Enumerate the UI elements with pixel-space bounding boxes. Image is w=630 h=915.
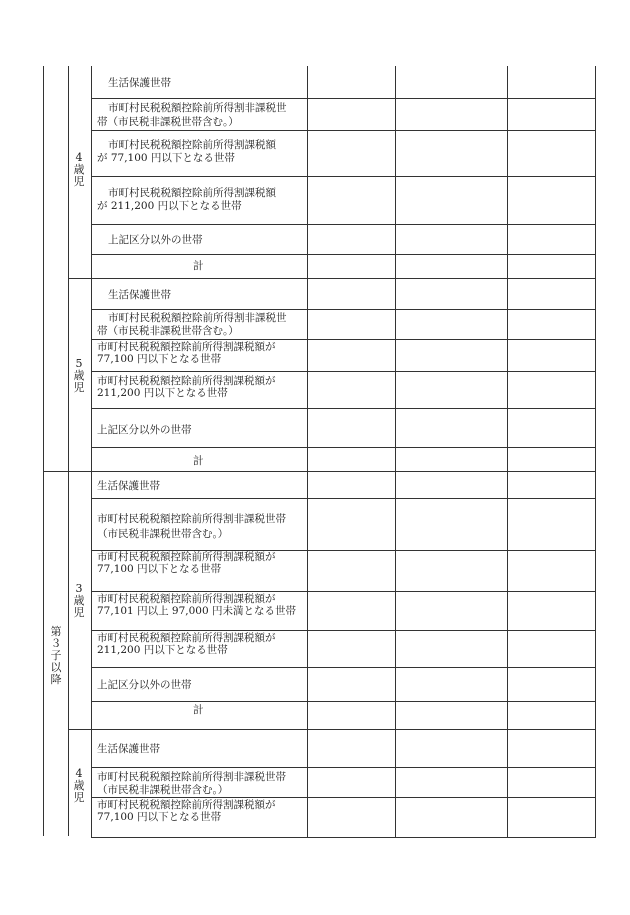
row-label: 生活保護世帯 (108, 77, 171, 89)
row-sep (91, 224, 596, 225)
age-label-group-2: 5歳児 (73, 357, 85, 394)
row-label: 市町村民税税額控除前所得割課税額が (97, 632, 276, 644)
total-label: 計 (193, 704, 204, 716)
total-label: 計 (193, 455, 204, 467)
row-label: 市町村民税税額控除前所得割課税額 (108, 187, 276, 199)
row-label: 77,100 円以下となる世帯 (97, 563, 222, 575)
row-label: 市町村民税税額控除前所得割課税額が (97, 593, 276, 605)
row-sep (91, 447, 596, 448)
row-sep (91, 630, 596, 631)
category-column-border (68, 66, 69, 836)
row-label: 市町村民税税額控除前所得割非課税世帯 (97, 513, 286, 525)
row-label: 市町村民税税額控除前所得割課税額が (97, 799, 276, 811)
age-column-border (91, 66, 92, 838)
age-label-group-1: 4歳児 (73, 151, 85, 188)
row-sep (91, 339, 596, 340)
value-column-1-border (307, 66, 308, 838)
row-label: 市町村民税税額控除前所得割課税額 (108, 139, 276, 151)
row-label: が 77,100 円以下となる世帯 (97, 152, 235, 164)
row-label: 市町村民税税額控除前所得割課税額が (97, 341, 276, 353)
row-sep (91, 371, 596, 372)
row-sep (91, 98, 596, 99)
row-label: 帯（市民税非課税世帯含む。） (97, 325, 239, 337)
row-label: 市町村民税税額控除前所得割非課税世 (108, 102, 287, 114)
row-label: が 211,200 円以下となる世帯 (97, 200, 242, 212)
row-label: 市町村民税税額控除前所得割課税額が (97, 551, 276, 563)
group-separator-1 (68, 278, 596, 279)
row-label: 帯（市民税非課税世帯含む。） (97, 116, 239, 128)
row-label: 上記区分以外の世帯 (108, 234, 203, 246)
row-label: 77,100 円以下となる世帯 (97, 353, 222, 365)
group-separator-3 (68, 729, 596, 730)
row-label: 上記区分以外の世帯 (97, 424, 192, 436)
total-label: 計 (193, 260, 204, 272)
value-column-3-border (507, 66, 508, 838)
row-label: 市町村民税税額控除前所得割非課税世 (108, 312, 287, 324)
age-label-group-3: 3歳児 (73, 582, 85, 619)
row-label: 77,101 円以上 97,000 円未満となる世帯 (97, 605, 296, 617)
row-sep (91, 254, 596, 255)
row-label: （市民税非課税世帯含む。） (97, 784, 229, 796)
row-sep (91, 797, 596, 798)
row-sep (91, 591, 596, 592)
row-sep (91, 701, 596, 702)
row-sep (91, 130, 596, 131)
row-label: 市町村民税税額控除前所得割非課税世帯 (97, 771, 286, 783)
row-label: 生活保護世帯 (97, 743, 160, 755)
row-label: 市町村民税税額控除前所得割課税額が (97, 375, 276, 387)
row-label: 生活保護世帯 (108, 289, 171, 301)
age-label-group-4: 4歳児 (73, 767, 85, 804)
row-sep (91, 498, 596, 499)
right-border (595, 66, 596, 838)
row-sep (91, 309, 596, 310)
row-label: 77,100 円以下となる世帯 (97, 811, 222, 823)
third-child-label: 第３子以降 (50, 625, 62, 686)
row-sep (91, 767, 596, 768)
group-separator-2 (43, 471, 596, 472)
row-label: 211,200 円以下となる世帯 (97, 387, 228, 399)
outer-left-border (43, 66, 44, 836)
row-label: （市民税非課税世帯含む。） (97, 528, 229, 540)
value-column-2-border (395, 66, 396, 838)
row-sep (91, 667, 596, 668)
row-sep (91, 176, 596, 177)
row-label: 上記区分以外の世帯 (97, 679, 192, 691)
row-sep (91, 408, 596, 409)
row-label: 211,200 円以下となる世帯 (97, 644, 228, 656)
row-label: 生活保護世帯 (97, 480, 160, 492)
table-bottom-border (91, 837, 596, 838)
